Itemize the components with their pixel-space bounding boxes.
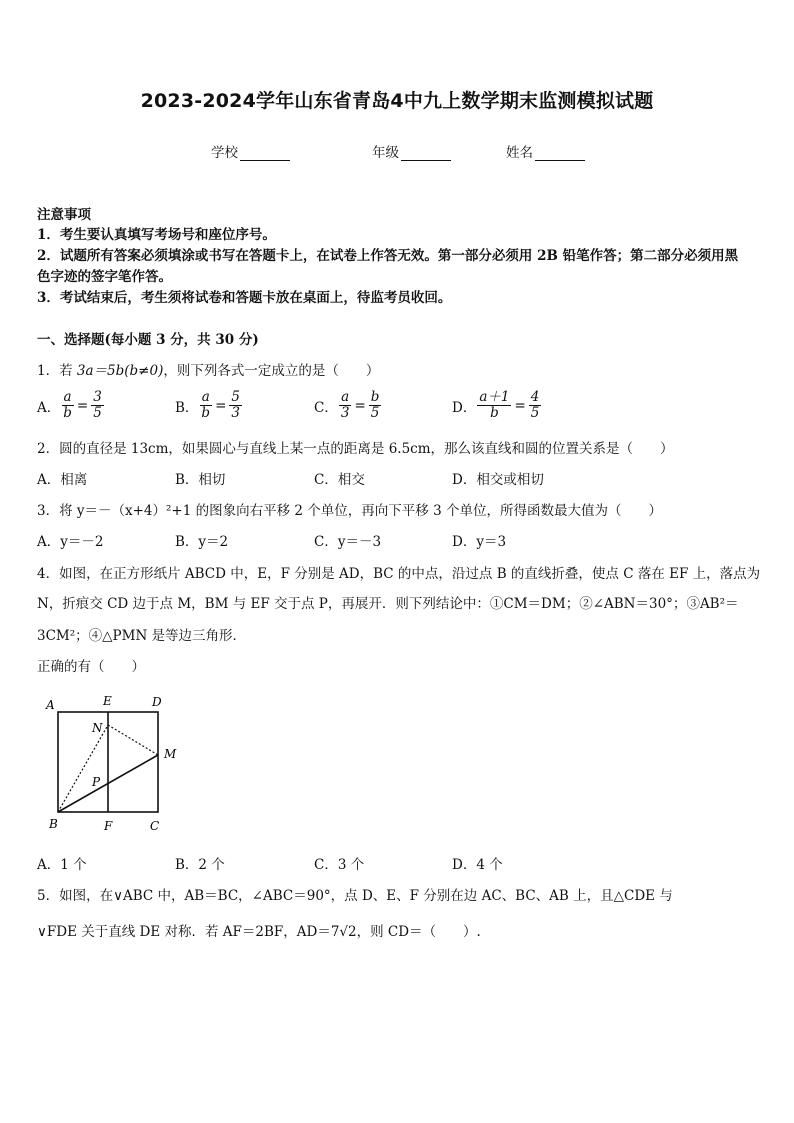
page-title: 2023-2024学年山东省青岛4中九上数学期末监测模拟试题 bbox=[140, 90, 654, 112]
q1-option-d: D． $\frac{a+1}{b}$ = $\frac{4}{5}$ bbox=[452, 389, 540, 421]
q1-option-a: A． $\frac{a}{b}$ = $\frac{3}{5}$ bbox=[37, 389, 102, 421]
q2-option-d: D．相交或相切 bbox=[452, 472, 544, 488]
q4-option-d: D．4 个 bbox=[452, 857, 503, 873]
q3-option-c: C．y＝－3 bbox=[314, 534, 382, 550]
q2-option-b: B．相切 bbox=[175, 472, 226, 488]
name-label: 姓名 bbox=[506, 145, 533, 161]
q3-option-b: B．y＝2 bbox=[175, 534, 229, 550]
label-f: F bbox=[104, 819, 113, 833]
name-field bbox=[506, 141, 585, 161]
circle-3: ③ bbox=[686, 596, 700, 612]
label-e: E bbox=[103, 694, 112, 708]
school-blank bbox=[240, 146, 290, 161]
grade-blank bbox=[401, 146, 451, 161]
square-fold-figure bbox=[40, 690, 200, 840]
label-c: C bbox=[150, 819, 160, 833]
label-a: A bbox=[46, 698, 55, 712]
q1-option-c: C． $\frac{a}{3}$ = $\frac{b}{5}$ bbox=[314, 389, 380, 421]
label-d: D bbox=[152, 695, 162, 709]
question-4-line-4: 正确的有（ ） bbox=[37, 659, 145, 675]
notice-item-2-cont: 色字迹的签字笔作答。 bbox=[37, 269, 172, 285]
grade-label: 年级 bbox=[372, 145, 399, 161]
section-heading: 一、选择题(每小题 3 分，共 30 分) bbox=[37, 332, 259, 348]
q1-option-b: B． $\frac{a}{b}$ = $\frac{5}{3}$ bbox=[175, 389, 240, 421]
q4-option-b: B．2 个 bbox=[175, 857, 225, 873]
circle-1: ① bbox=[489, 596, 504, 612]
q1-condition: 3a＝5b(b≠0) bbox=[76, 363, 164, 379]
label-n: N bbox=[92, 721, 103, 735]
q3-option-d: D．y＝3 bbox=[452, 534, 507, 550]
circle-2: ② bbox=[579, 596, 593, 612]
circle-4: ④ bbox=[88, 628, 103, 644]
question-4-line-3: 3CM²；④△PMN 是等边三角形． bbox=[37, 628, 247, 644]
name-blank bbox=[535, 146, 585, 161]
q4-option-a: A．1 个 bbox=[37, 857, 87, 873]
question-4-line-1: 4．如图，在正方形纸片 ABCD 中，E，F 分别是 AD，BC 的中点，沿过点 B 的直线折叠，使点 C 落在 EF 上，落点为 bbox=[37, 566, 761, 582]
label-p: P bbox=[92, 775, 101, 789]
notice-heading: 注意事项 bbox=[37, 207, 91, 223]
question-3: 3．将 y＝－（x+4）²+1 的图象向右平移 2 个单位，再向下平移 3 个单位，所得函数最大值为（ ） bbox=[37, 503, 662, 519]
school-field bbox=[211, 141, 290, 161]
question-5-line-1: 5．如图，在∨ABC 中，AB＝BC，∠ABC＝90°，点 D、E、F 分别在边 AC、BC、AB 上，且△CDE 与 bbox=[37, 888, 673, 904]
segment-bn bbox=[58, 725, 108, 812]
school-label: 学校 bbox=[211, 145, 238, 161]
question-2: 2．圆的直径是 13cm，如果圆心与直线上某一点的距离是 6.5cm，那么该直线和圆的位置关系是（ ） bbox=[37, 441, 674, 457]
grade-field bbox=[372, 141, 451, 161]
segment-nm bbox=[108, 725, 158, 755]
notice-item-3: 3．考试结束后，考生须将试卷和答题卡放在桌面上，待监考员收回。 bbox=[37, 290, 452, 306]
question-5-line-2: ∨FDE 关于直线 DE 对称．若 AF＝2BF，AD＝7√2，则 CD＝（ ）. bbox=[37, 924, 481, 940]
question-4-line-2: N，折痕交 CD 边于点 M，BM 与 EF 交于点 P，再展开．则下列结论中：①CM＝DM；②∠ABN＝30°；③AB²＝ bbox=[37, 596, 739, 612]
question-1: 1．若 3a＝5b(b≠0)，则下列各式一定成立的是（ ） bbox=[37, 363, 380, 379]
label-b: B bbox=[49, 817, 58, 831]
q3-option-a: A．y＝－2 bbox=[37, 534, 104, 550]
q4-option-c: C．3 个 bbox=[314, 857, 365, 873]
q2-option-c: C．相交 bbox=[314, 472, 365, 488]
q2-option-a: A．相离 bbox=[37, 472, 88, 488]
notice-item-2: 2．试题所有答案必须填涂或书写在答题卡上，在试卷上作答无效。第一部分必须用 2B 铅笔作答；第二部分必须用黑 bbox=[37, 248, 739, 264]
label-m: M bbox=[164, 747, 177, 761]
notice-item-1: 1．考生要认真填写考场号和座位序号。 bbox=[37, 227, 276, 243]
